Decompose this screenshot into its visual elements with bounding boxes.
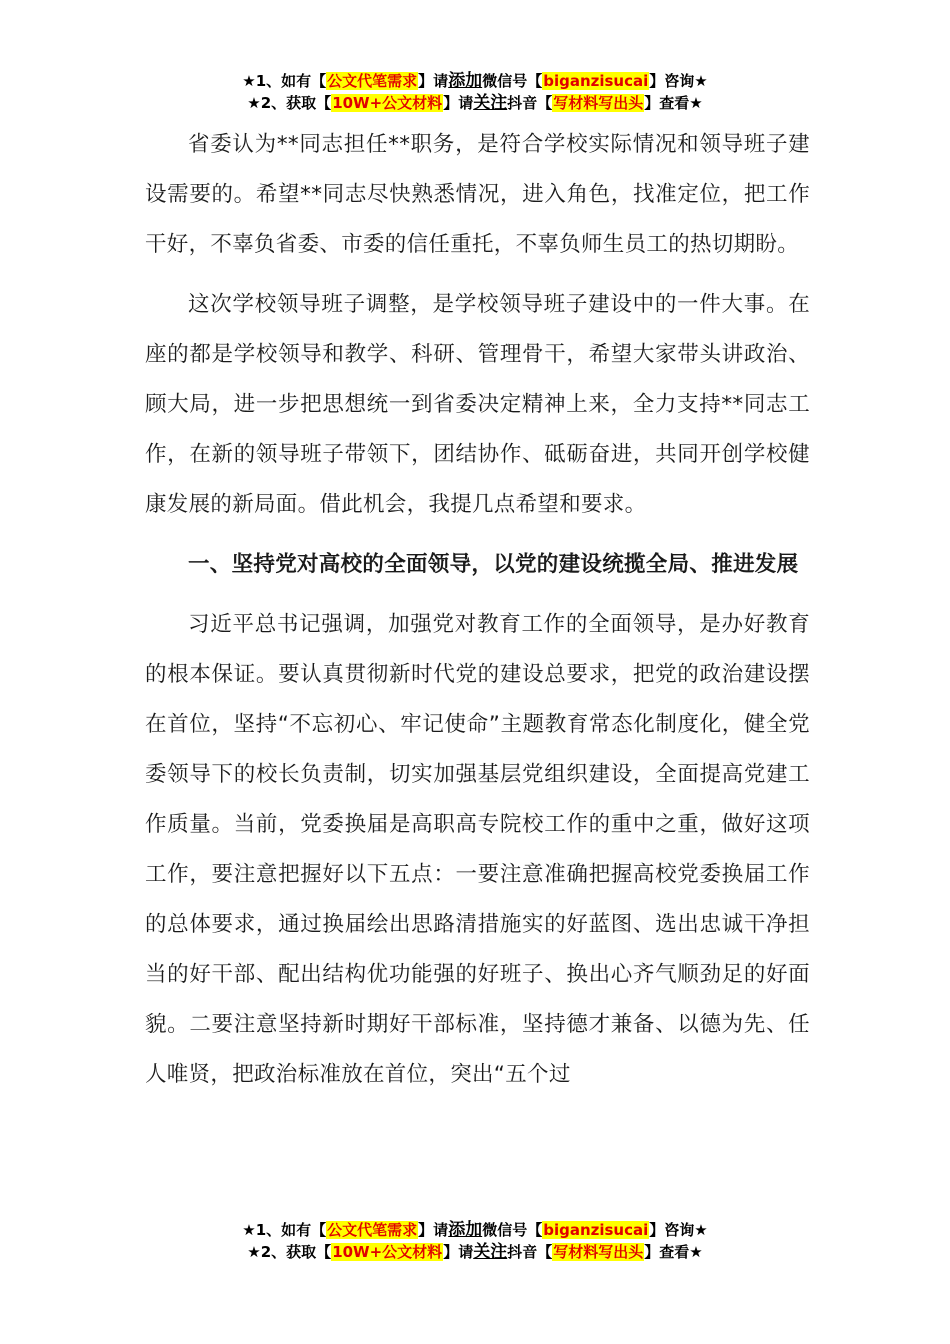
paragraph-2: 这次学校领导班子调整，是学校领导班子建设中的一件大事。在座的都是学校领导和教学、科研、管理骨干，希望大家带头讲政治、顾大局，进一步把思想统一到省委决定精神上来，全力支持**同志工作，在新的领导班子带领下，团结协作、砥砺奋进，共同开创学校健康发展的新局面。借此机会，我提几点希望和要求。 <box>145 292 810 517</box>
promo-text: ★1、如有【 <box>242 72 327 90</box>
promo-highlight: 10W+公文材料 <box>332 94 443 112</box>
promo-douyin-id: 写材料写出头 <box>553 94 644 112</box>
paragraph-3: 习近平总书记强调，加强党对教育工作的全面领导，是办好教育的根本保证。要认真贯彻新时代党的建设总要求，把党的政治建设摆在首位，坚持“不忘初心、牢记使命”主题教育常态化制度化，健全党委领导下的校长负责制，切实加强基层党组织建设，全面提高党建工作质量。当前，党委换届是高职高专院校工作的重中之重，做好这项工作，要注意把握好以下五点：一要注意准确把握高校党委换届工作的总体要求，通过换届绘出思路清措施实的好蓝图、选出忠诚干净担当的好干部、配出结构优功能强的好班子、换出心齐气顺劲足的好面貌。二要注意坚持新时期好干部标准，坚持德才兼备、以德为先、任人唯贤，把政治标准放在首位，突出“五个过 <box>145 612 810 1087</box>
promo-text: 微信号【 <box>482 1221 543 1239</box>
promo-text: 】请 <box>443 1243 474 1261</box>
promo-emphasis: 添加 <box>448 1220 483 1240</box>
promo-douyin-id: 写材料写出头 <box>553 1243 644 1261</box>
promo-wechat-id: biganzisucai <box>543 1221 649 1239</box>
promo-line-1 <box>0 1219 950 1241</box>
promo-line-2 <box>0 92 950 114</box>
promo-banner-bottom <box>0 1219 950 1263</box>
promo-text: 】请 <box>443 94 474 112</box>
promo-text: 】查看★ <box>644 1243 703 1261</box>
promo-text: 】咨询★ <box>649 72 708 90</box>
promo-text: ★2、获取【 <box>247 1243 332 1261</box>
promo-text: 微信号【 <box>482 72 543 90</box>
promo-text: 】请 <box>418 72 449 90</box>
promo-text: 抖音【 <box>507 94 553 112</box>
paragraph-1: 省委认为**同志担任**职务，是符合学校实际情况和领导班子建设需要的。希望**同志尽快熟悉情况，进入角色，找准定位，把工作干好，不辜负省委、市委的信任重托，不辜负师生员工的热切期盼。 <box>145 132 810 257</box>
promo-line-1 <box>0 70 950 92</box>
promo-text: ★2、获取【 <box>247 94 332 112</box>
promo-text: 抖音【 <box>507 1243 553 1261</box>
promo-emphasis: 关注 <box>473 1242 508 1262</box>
promo-emphasis: 添加 <box>448 71 483 91</box>
promo-text: 】查看★ <box>644 94 703 112</box>
promo-text: ★1、如有【 <box>242 1221 327 1239</box>
section-heading-1: 一、坚持党对高校的全面领导，以党的建设统揽全局、推进发展 <box>188 552 799 577</box>
promo-text: 】请 <box>418 1221 449 1239</box>
document-body <box>145 120 810 1110</box>
promo-banner-top <box>0 70 950 114</box>
promo-highlight: 公文代笔需求 <box>327 72 418 90</box>
promo-text: 】咨询★ <box>649 1221 708 1239</box>
promo-emphasis: 关注 <box>473 93 508 113</box>
promo-highlight: 10W+公文材料 <box>332 1243 443 1261</box>
promo-line-2 <box>0 1241 950 1263</box>
promo-highlight: 公文代笔需求 <box>327 1221 418 1239</box>
promo-wechat-id: biganzisucai <box>543 72 649 90</box>
